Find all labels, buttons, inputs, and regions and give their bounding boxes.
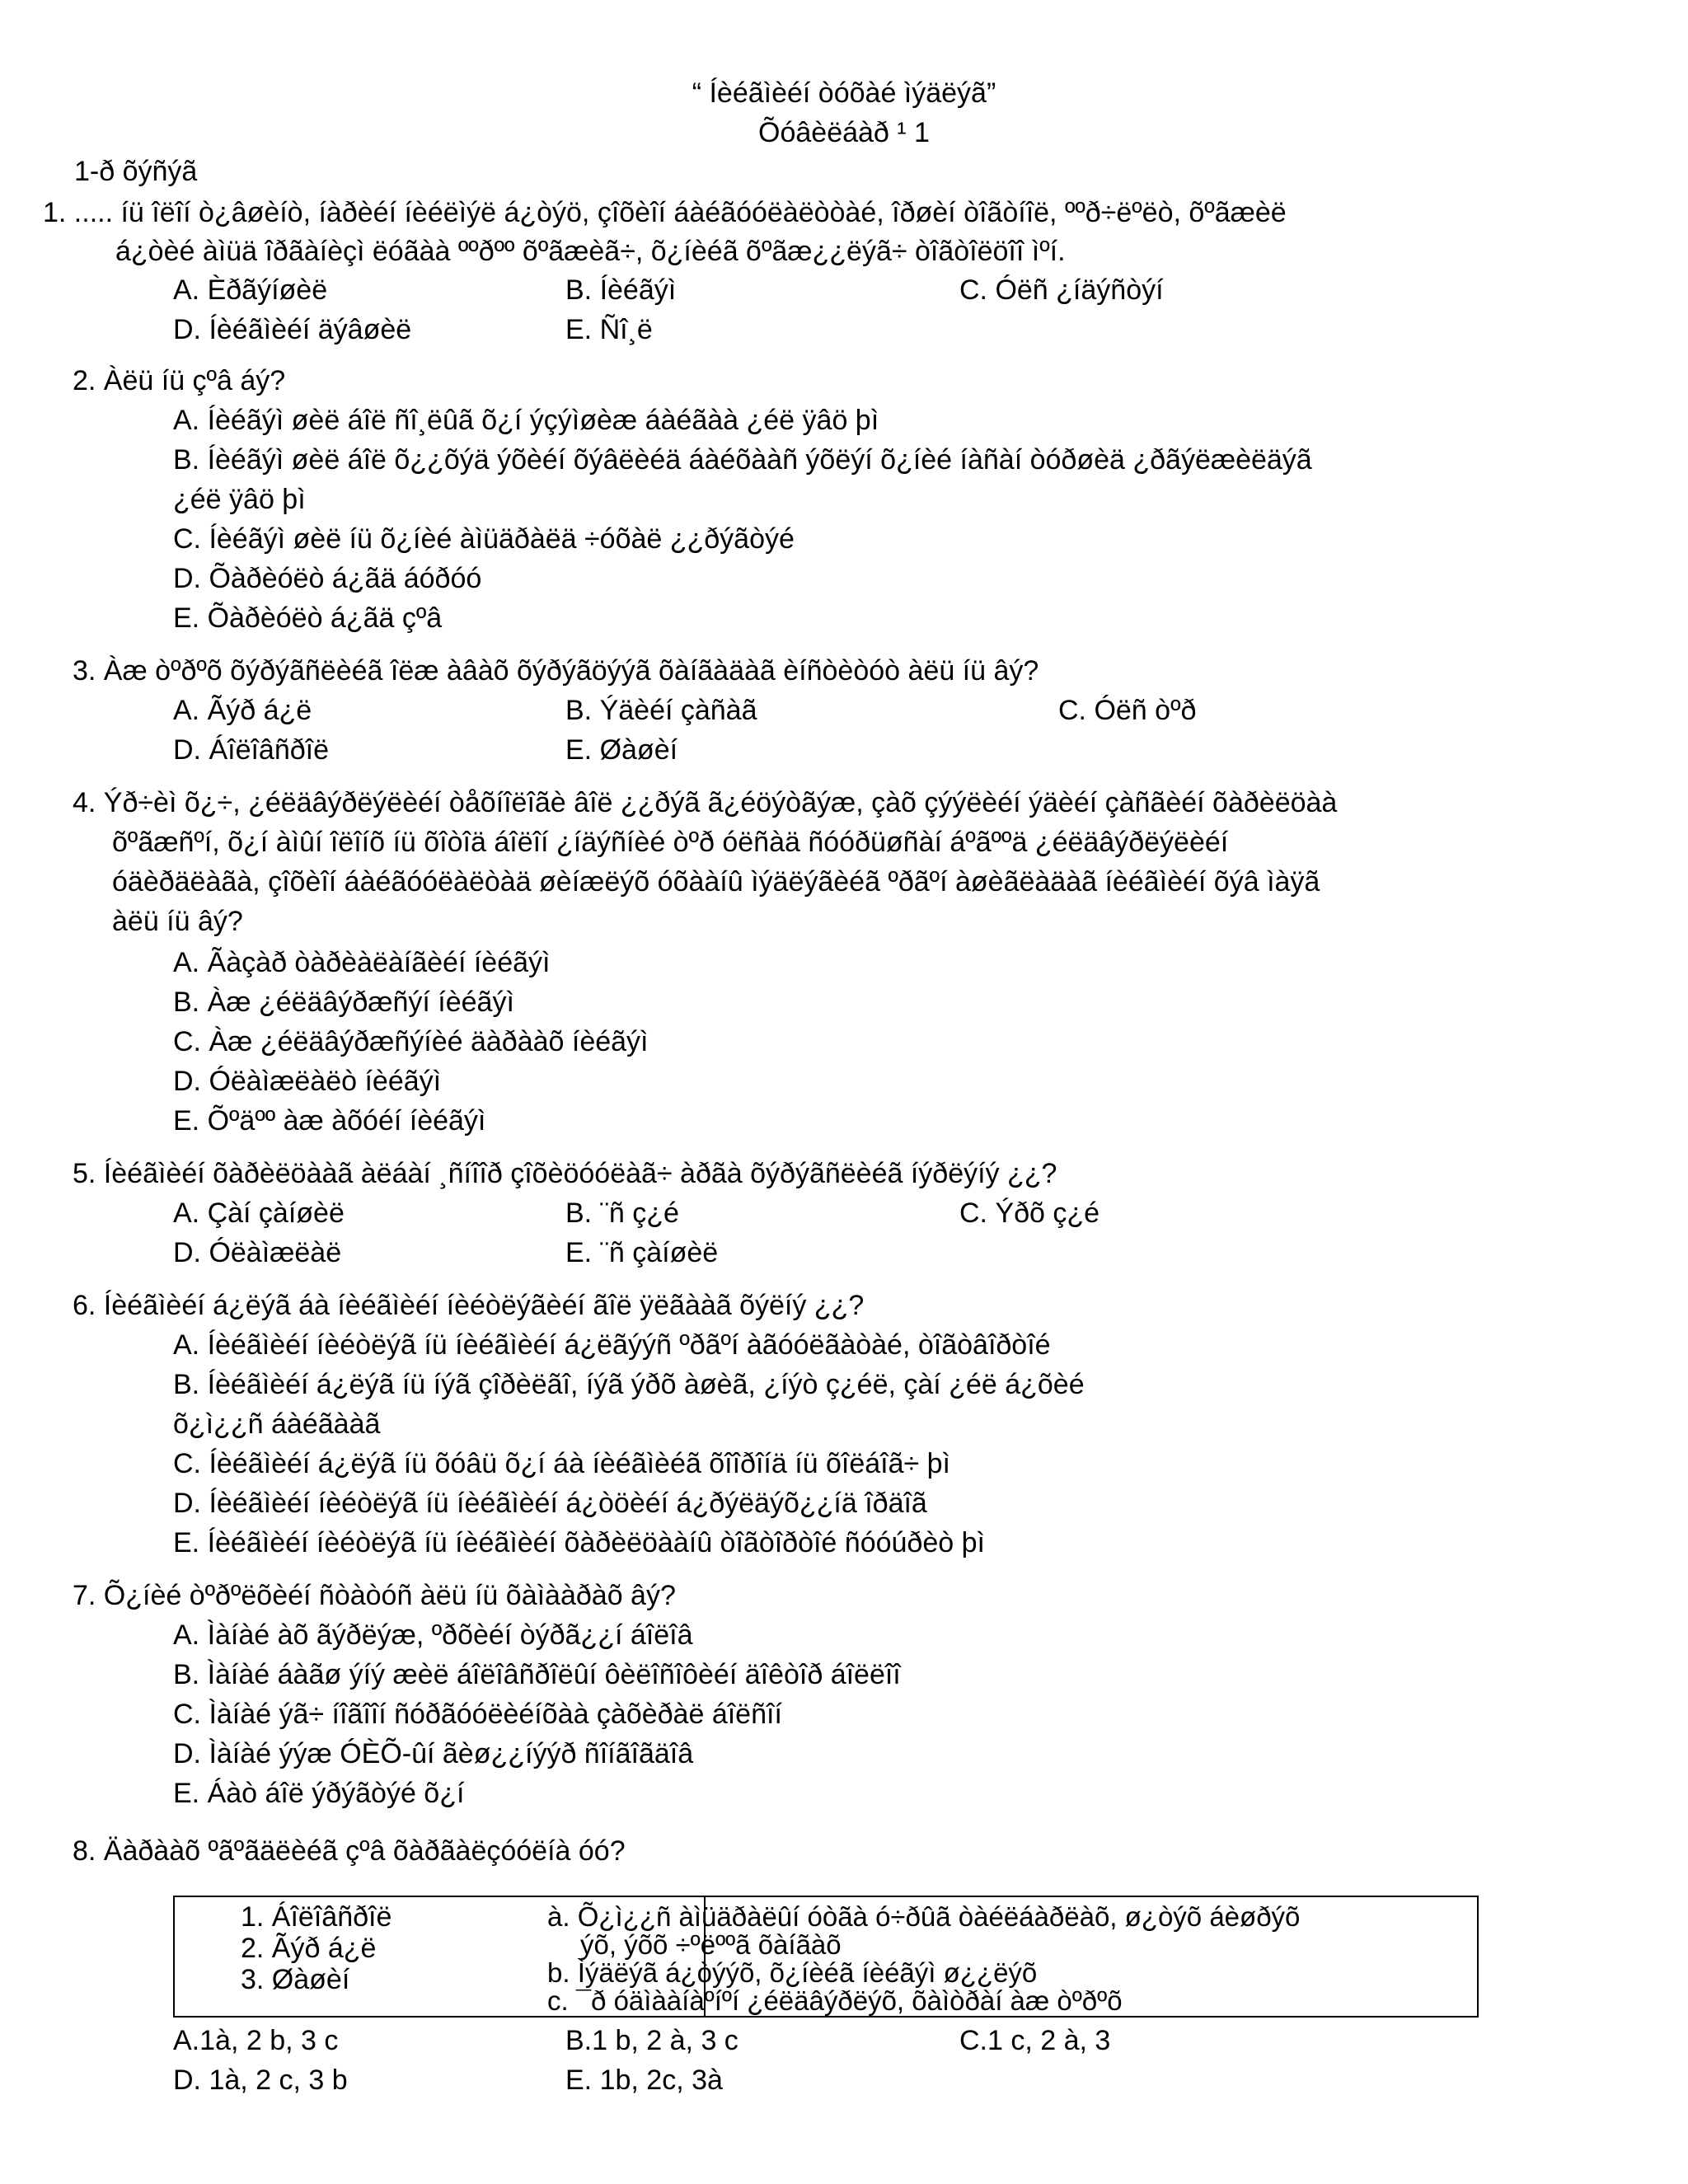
match-right-item: c. ¯ð óäìààíàºíºí ¿éëäâýðëýõ, õàìòðàí àæ òºðºõ bbox=[547, 1985, 1123, 2016]
option-d: D. 1à, 2 c, 3 b bbox=[173, 2064, 348, 2096]
option-e: E. Õºäºº àæ àõóéí íèéãýì bbox=[173, 1105, 486, 1137]
option-e: E. Ñî¸ë bbox=[565, 314, 653, 345]
matching-table bbox=[173, 1896, 1479, 2018]
option-d: D. Ìàíàé ýýæ ÓÈÕ-ûí ãèø¿¿íýýð ñîíãîãäîâ bbox=[173, 1738, 694, 1769]
question-text: 8. Äàðààõ ºãºãäëèéã çºâ õàðãàëçóóëíà óó? bbox=[73, 1835, 626, 1867]
option-c: C. Ýðõ ç¿é bbox=[959, 1197, 1100, 1229]
document-title: “ Íèéãìèéí òóõàé ìýäëýã” bbox=[692, 77, 996, 109]
option-b: B. ¨ñ ç¿é bbox=[565, 1197, 679, 1229]
question-text: 7. Õ¿íèé òºðºëõèéí ñòàòóñ àëü íü õàìààðàõ âý? bbox=[73, 1580, 676, 1611]
option-d: D. Áîëîâñðîë bbox=[173, 734, 330, 766]
option-e: E. Íèéãìèéí íèéòëýã íü íèéãìèéí õàðèëöààíû òîãòîðòîé ñóóúðèò þì bbox=[173, 1527, 985, 1558]
match-right-item: b. Ìýäëýã á¿òýýõ, õ¿íèéã íèéãýì ø¿¿ëýõ bbox=[547, 1957, 1038, 1988]
option-e: E. Øàøèí bbox=[565, 734, 678, 766]
question-text: 2. Àëü íü çºâ áý? bbox=[73, 365, 286, 396]
option-d: D. Óëàìæëàëò íèéãýì bbox=[173, 1066, 442, 1097]
option-b: B. Ìàíàé áàãø ýíý æèë áîëîâñðîëûí ôèëîñîôèéí äîêòîð áîëëîî bbox=[173, 1659, 901, 1690]
option-b-continued: ¿éë ÿâö þì bbox=[173, 484, 306, 515]
option-c: C. Óëñ òºð bbox=[1058, 695, 1197, 726]
match-left-item: 2. Ãýð á¿ë bbox=[241, 1933, 377, 1964]
question-text: 1. ..... íü îëîí ò¿âøèíò, íàðèéí íèéëìýë á¿òýö, çîõèîí áàéãóóëàëòòàé, îðøèí òîãòíîë, ººð÷ëºëò, õºãæèë bbox=[43, 197, 1287, 228]
option-d: D. Óëàìæëàë bbox=[173, 1237, 342, 1268]
question-text: 5. Íèéãìèéí õàðèëöààã àëáàí ¸ñíîîð çîõèöóóëàã÷ àðãà õýðýãñëèéã íýðëýíý ¿¿? bbox=[73, 1158, 1057, 1189]
option-b: B. Íèéãýì øèë áîë õ¿¿õýä ýõèéí õýâëèéä áàéõààñ ýõëýí õ¿íèé íàñàí òóðøèä ¿ðãýëæèëäýã bbox=[173, 444, 1312, 476]
question-text: 4. Ýð÷èì õ¿÷, ¿éëäâýðëýëèéí òåõíîëîãè âîë ¿¿ðýã ã¿éöýòãýæ, çàõ çýýëèéí ýäèéí çàñãèéí õàðèëöàà bbox=[73, 787, 1338, 818]
document-subtitle: Õóâèëáàð ¹ 1 bbox=[758, 117, 930, 148]
option-e: E. ¨ñ çàíøèë bbox=[565, 1237, 719, 1268]
option-d: D. Õàðèóëò á¿ãä áóðóó bbox=[173, 563, 482, 594]
option-e: E. Õàðèóëò á¿ãä çºâ bbox=[173, 602, 443, 634]
question-text: á¿òèé àìüä îðãàíèçì ëóãàà ººðºº õºãæèã÷, õ¿íèéã õºãæ¿¿ëýã÷ òîãòîëöîî ìºí. bbox=[115, 236, 1066, 267]
option-c: C. Íèéãýì øèë íü õ¿íèé àìüäðàëä ÷óõàë ¿¿ðýãòýé bbox=[173, 523, 795, 555]
section-heading: 1-ð õýñýã bbox=[74, 156, 198, 187]
option-c: C. Ìàíàé ýã÷ íîãîîí ñóðãóóëèéíõàà çàõèðàë áîëñîí bbox=[173, 1699, 782, 1730]
option-c: C.1 c, 2 à, 3 bbox=[959, 2025, 1111, 2056]
option-b: B. Àæ ¿éëäâýðæñýí íèéãýì bbox=[173, 987, 514, 1018]
option-a: A. Çàí çàíøèë bbox=[173, 1197, 345, 1229]
match-left-item: 1. Áîëîâñðîë bbox=[241, 1901, 392, 1933]
question-text: àëü íü âý? bbox=[112, 906, 243, 937]
option-b: B. Ýäèéí çàñàã bbox=[565, 695, 757, 726]
option-a: A. Èðãýíøèë bbox=[173, 274, 328, 306]
option-c: C. Óëñ ¿íäýñòýí bbox=[959, 274, 1164, 306]
option-a: A.1à, 2 b, 3 c bbox=[173, 2025, 339, 2056]
option-b-continued: õ¿ì¿¿ñ áàéãààã bbox=[173, 1408, 381, 1440]
question-text: óäèðäëàãà, çîõèîí áàéãóóëàëòàä øèíæëýõ óõààíû ìýäëýãèéã ºðãºí àøèãëàäàã íèéãìèéí õýâ ìàÿã bbox=[112, 866, 1320, 898]
option-a: A. Ìàíàé àõ ãýðëýæ, ºðõèéí òýðã¿¿í áîëîâ bbox=[173, 1619, 693, 1651]
match-right-item-continued: ýõ, ýõõ ÷ºëººã õàíãàõ bbox=[580, 1929, 842, 1960]
option-b: B. Íèéãýì bbox=[565, 274, 677, 306]
option-c: C. Àæ ¿éëäâýðæñýíèé äàðààõ íèéãýì bbox=[173, 1026, 649, 1057]
option-a: A. Ãàçàð òàðèàëàíãèéí íèéãýì bbox=[173, 947, 551, 978]
option-e: E. Áàò áîë ýðýãòýé õ¿í bbox=[173, 1778, 465, 1809]
option-c: C. Íèéãìèéí á¿ëýã íü õóâü õ¿í áà íèéãìèéã õîîðîíä íü õîëáîã÷ þì bbox=[173, 1448, 950, 1479]
question-text: õºãæñºí, õ¿í àìûí îëîíõ íü õîòîä áîëîí ¿íäýñíèé òºð óëñàä ñóóðüøñàí áºãººä ¿éëäâýðëýëèéí bbox=[112, 827, 1229, 858]
match-right-item: à. Õ¿ì¿¿ñ àìüäðàëûí óòãà ó÷ðûã òàéëáàðëàõ, ø¿òýõ áèøðýõ bbox=[547, 1901, 1301, 1932]
question-text: 6. Íèéãìèéí á¿ëýã áà íèéãìèéí íèéòëýãèéí ãîë ÿëãààã õýëíý ¿¿? bbox=[73, 1290, 865, 1321]
match-left-item: 3. Øàøèí bbox=[241, 1964, 350, 1995]
option-a: A. Ãýð á¿ë bbox=[173, 695, 312, 726]
option-a: A. Íèéãìèéí íèéòëýã íü íèéãìèéí á¿ëãýýñ ºðãºí àãóóëãàòàé, òîãòâîðòîé bbox=[173, 1329, 1051, 1361]
option-d: D. Íèéãìèéí äýâøèë bbox=[173, 314, 412, 345]
option-a: A. Íèéãýì øèë áîë ñî¸ëûã õ¿í ýçýìøèæ áàéãàà ¿éë ÿâö þì bbox=[173, 405, 879, 436]
option-d: D. Íèéãìèéí íèéòëýã íü íèéãìèéí á¿òöèéí á¿ðýëäýõ¿¿íä îðäîã bbox=[173, 1488, 927, 1519]
option-b: B. Íèéãìèéí á¿ëýã íü íýã çîðèëãî, íýã ýðõ àøèã, ¿íýò ç¿éë, çàí ¿éë á¿õèé bbox=[173, 1369, 1085, 1400]
option-b: B.1 b, 2 à, 3 c bbox=[565, 2025, 738, 2056]
option-e: E. 1b, 2c, 3à bbox=[565, 2064, 723, 2096]
question-text: 3. Àæ òºðºõ õýðýãñëèéã îëæ àâàõ õýðýãöýýã õàíãàäàã èíñòèòóò àëü íü âý? bbox=[73, 655, 1039, 687]
